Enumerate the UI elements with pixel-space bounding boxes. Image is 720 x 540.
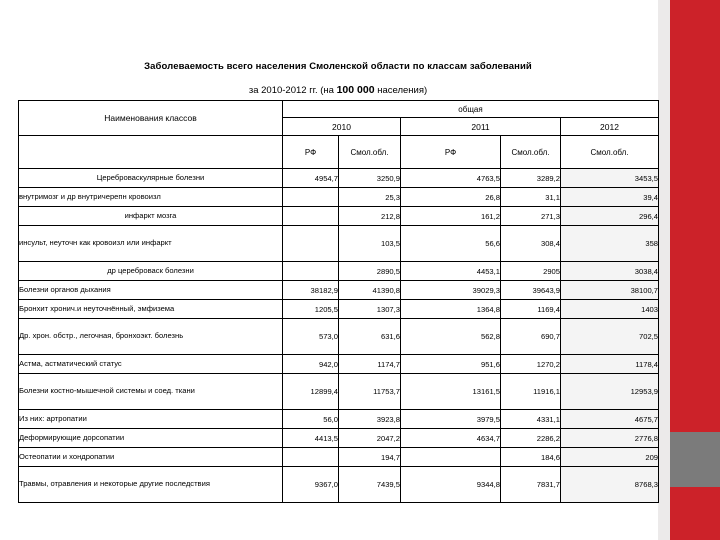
table-row [19,188,659,207]
row-label: Остеопатии и хондропатии [19,448,283,467]
row-label: Бронхит хронич.и неуточнённый, эмфизема [19,300,283,319]
row-value [283,448,339,467]
row-value: 690,7 [501,319,561,355]
row-value: 12899,4 [283,374,339,410]
row-label: Травмы, отравления и некоторые другие последствия [19,467,283,503]
row-value: 161,2 [401,207,501,226]
row-value: 358 [561,226,659,262]
row-label: Цереброваскулярные болезни [19,169,283,188]
row-value: 4453,1 [401,262,501,281]
row-value: 1403 [561,300,659,319]
row-value: 3038,4 [561,262,659,281]
header-cell-blank [19,136,283,169]
row-value: 4634,7 [401,429,501,448]
header-cell-rf-2011: РФ [401,136,501,169]
row-label: Болезни органов дыхания [19,281,283,300]
row-label: Др. хрон. обстр., легочная, бронхоэкт. болезнь [19,319,283,355]
row-value: 209 [561,448,659,467]
row-value [283,262,339,281]
row-label: др цереброваск болезни [19,262,283,281]
row-label: Деформирующие дорсопатии [19,429,283,448]
table-body [19,169,659,503]
table-row [19,429,659,448]
row-value: 1178,4 [561,355,659,374]
row-value: 9344,8 [401,467,501,503]
row-value [283,188,339,207]
row-value: 2286,2 [501,429,561,448]
row-value: 2047,2 [339,429,401,448]
row-label: Из них: артропатии [19,410,283,429]
row-value: 3250,9 [339,169,401,188]
row-label: Болезни костно-мышечной системы и соед. ткани [19,374,283,410]
row-value: 194,7 [339,448,401,467]
row-value: 4954,7 [283,169,339,188]
row-value: 12953,9 [561,374,659,410]
row-value: 7439,5 [339,467,401,503]
table-header [19,101,659,169]
row-value: 26,8 [401,188,501,207]
row-value [283,226,339,262]
subtitle-suffix: населения) [374,85,428,96]
table-row [19,410,659,429]
row-value: 8768,3 [561,467,659,503]
table-row [19,448,659,467]
row-value: 38100,7 [561,281,659,300]
row-value: 38182,9 [283,281,339,300]
slide-title-block [18,60,658,98]
row-value: 631,6 [339,319,401,355]
table-row [19,226,659,262]
header-cell-year-2010: 2010 [283,118,401,136]
row-value: 942,0 [283,355,339,374]
row-value: 562,8 [401,319,501,355]
row-value: 39029,3 [401,281,501,300]
row-value: 4331,1 [501,410,561,429]
header-cell-smolensk-2011: Смол.обл. [501,136,561,169]
table-row [19,262,659,281]
header-cell-rf-2010: РФ [283,136,339,169]
right-gutter [658,0,670,540]
row-value: 1205,5 [283,300,339,319]
morbidity-table-wrapper [18,100,658,503]
row-value: 2776,8 [561,429,659,448]
row-label: инсульт, неуточн как кровоизл или инфаркт [19,226,283,262]
row-value: 3453,5 [561,169,659,188]
row-value: 25,3 [339,188,401,207]
row-value: 308,4 [501,226,561,262]
row-value: 7831,7 [501,467,561,503]
row-value: 271,3 [501,207,561,226]
row-value: 4413,5 [283,429,339,448]
row-value: 56,6 [401,226,501,262]
row-value: 1364,8 [401,300,501,319]
header-cell-year-2011: 2011 [401,118,561,136]
slide-title-line-2 [18,83,658,98]
table-row [19,169,659,188]
row-value: 296,4 [561,207,659,226]
header-cell-year-2012: 2012 [561,118,659,136]
row-value: 1174,7 [339,355,401,374]
row-value: 103,5 [339,226,401,262]
header-cell-class-names: Наименования классов [19,101,283,136]
row-value: 1270,2 [501,355,561,374]
slide-title-line-1: Заболеваемость всего населения Смоленской области по классам заболеваний [144,61,532,72]
row-value: 39643,9 [501,281,561,300]
row-value: 3923,8 [339,410,401,429]
row-value: 56,0 [283,410,339,429]
row-value: 3979,5 [401,410,501,429]
row-value: 1169,4 [501,300,561,319]
row-value: 4675,7 [561,410,659,429]
subtitle-population-number: 100 000 [336,84,375,96]
row-label: Астма, астматический статус [19,355,283,374]
row-value: 2890,5 [339,262,401,281]
row-value: 3289,2 [501,169,561,188]
table-row [19,207,659,226]
row-value: 11916,1 [501,374,561,410]
header-row-regions [19,136,659,169]
row-value: 2905 [501,262,561,281]
table-row [19,355,659,374]
row-value: 702,5 [561,319,659,355]
row-value: 11753,7 [339,374,401,410]
row-value: 4763,5 [401,169,501,188]
row-value: 951,6 [401,355,501,374]
header-cell-total-group: общая [283,101,659,118]
row-label: инфаркт мозга [19,207,283,226]
row-value: 41390,8 [339,281,401,300]
subtitle-prefix: за 2010-2012 гг. (на [248,85,337,96]
row-value: 13161,5 [401,374,501,410]
table-row [19,319,659,355]
row-value: 212,8 [339,207,401,226]
header-cell-smolensk-2012: Смол.обл. [561,136,659,169]
row-label: внутримозг и др внутричерепн кровоизл [19,188,283,207]
row-value: 573,0 [283,319,339,355]
row-value: 31,1 [501,188,561,207]
accent-bar-gray [670,432,720,487]
row-value: 9367,0 [283,467,339,503]
row-value: 184,6 [501,448,561,467]
table-row [19,374,659,410]
morbidity-table [18,100,659,503]
table-row [19,467,659,503]
header-cell-smolensk-2010: Смол.обл. [339,136,401,169]
row-value: 39,4 [561,188,659,207]
row-value [401,448,501,467]
row-value [283,207,339,226]
table-row [19,281,659,300]
table-row [19,300,659,319]
row-value: 1307,3 [339,300,401,319]
header-row-group [19,101,659,118]
